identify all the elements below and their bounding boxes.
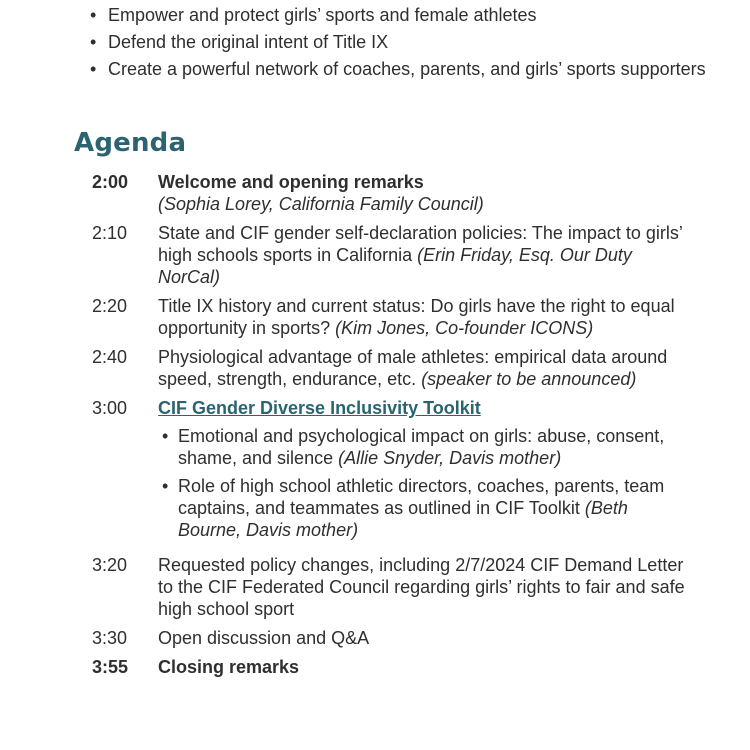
- agenda-content: [158, 346, 692, 390]
- agenda-title: Title IX history and current status: Do girls have the right to equal opportunity in sports?: [158, 296, 675, 338]
- sub-item-speaker: (Beth Bourne, Davis mother): [178, 498, 628, 540]
- agenda-list: [92, 171, 692, 685]
- agenda-time: 2:00: [92, 172, 129, 192]
- agenda-item: [92, 397, 692, 547]
- sub-item: [158, 475, 692, 541]
- agenda-time: 2:10: [92, 223, 128, 243]
- agenda-speaker: (Erin Friday, Esq. Our Duty NorCal): [158, 245, 632, 287]
- agenda-item: [92, 295, 692, 339]
- agenda-title: Welcome and opening remarks: [158, 172, 424, 192]
- agenda-content: [158, 171, 692, 215]
- goal-item: • Create a powerful network of coaches, parents, and girls’ sports supporters: [90, 58, 710, 81]
- agenda-item: [92, 554, 692, 620]
- agenda-content: [158, 627, 692, 649]
- agenda-item: [92, 627, 692, 649]
- agenda-content: [158, 397, 692, 547]
- agenda-title: Open discussion and Q&A: [158, 628, 370, 648]
- agenda-speaker: (speaker to be announced): [421, 369, 637, 389]
- sub-item-speaker: (Allie Snyder, Davis mother): [338, 448, 562, 468]
- goal-item: • Defend the original intent of Title IX: [90, 31, 710, 54]
- agenda-item: [92, 346, 692, 390]
- agenda-title: Physiological advantage of male athletes: empirical data around speed, strength, endurance, etc.: [158, 347, 668, 389]
- agenda-time: 2:20: [92, 296, 128, 316]
- toolkit-sublist: [158, 425, 692, 541]
- agenda-item: [92, 222, 692, 288]
- agenda-title: Closing remarks: [158, 657, 300, 677]
- agenda-title: State and CIF gender self-declaration policies: The impact to girls’ high schools sports in California: [158, 223, 683, 265]
- goals-list: [90, 4, 710, 85]
- sub-item: [158, 425, 692, 469]
- sub-item-text: Emotional and psychological impact on girls: abuse, consent, shame, and silence: [178, 426, 665, 468]
- agenda-time: 3:55: [92, 657, 129, 677]
- goal-item: • Empower and protect girls’ sports and female athletes: [90, 4, 710, 27]
- agenda-time: 3:30: [92, 628, 128, 648]
- sub-item-text: Role of high school athletic directors, coaches, parents, team captains, and teammates as outlined in CIF Toolkit: [178, 476, 665, 518]
- agenda-time: 2:40: [92, 347, 128, 367]
- agenda-heading: Agenda: [74, 128, 187, 158]
- agenda-item: [92, 171, 692, 215]
- toolkit-link[interactable]: CIF Gender Diverse Inclusivity Toolkit: [158, 398, 481, 418]
- agenda-content: [158, 295, 692, 339]
- agenda-content: [158, 222, 692, 288]
- agenda-time: 3:00: [92, 398, 128, 418]
- agenda-speaker: (Sophia Lorey, California Family Council): [158, 194, 484, 214]
- agenda-item: [92, 656, 692, 678]
- agenda-content: [158, 554, 692, 620]
- agenda-speaker: (Kim Jones, Co-founder ICONS): [335, 318, 594, 338]
- agenda-time: 3:20: [92, 555, 128, 575]
- agenda-content: [158, 656, 692, 678]
- agenda-title: Requested policy changes, including 2/7/2024 CIF Demand Letter to the CIF Federated Council regarding girls’ rights to fair and safe high school sport: [158, 555, 685, 619]
